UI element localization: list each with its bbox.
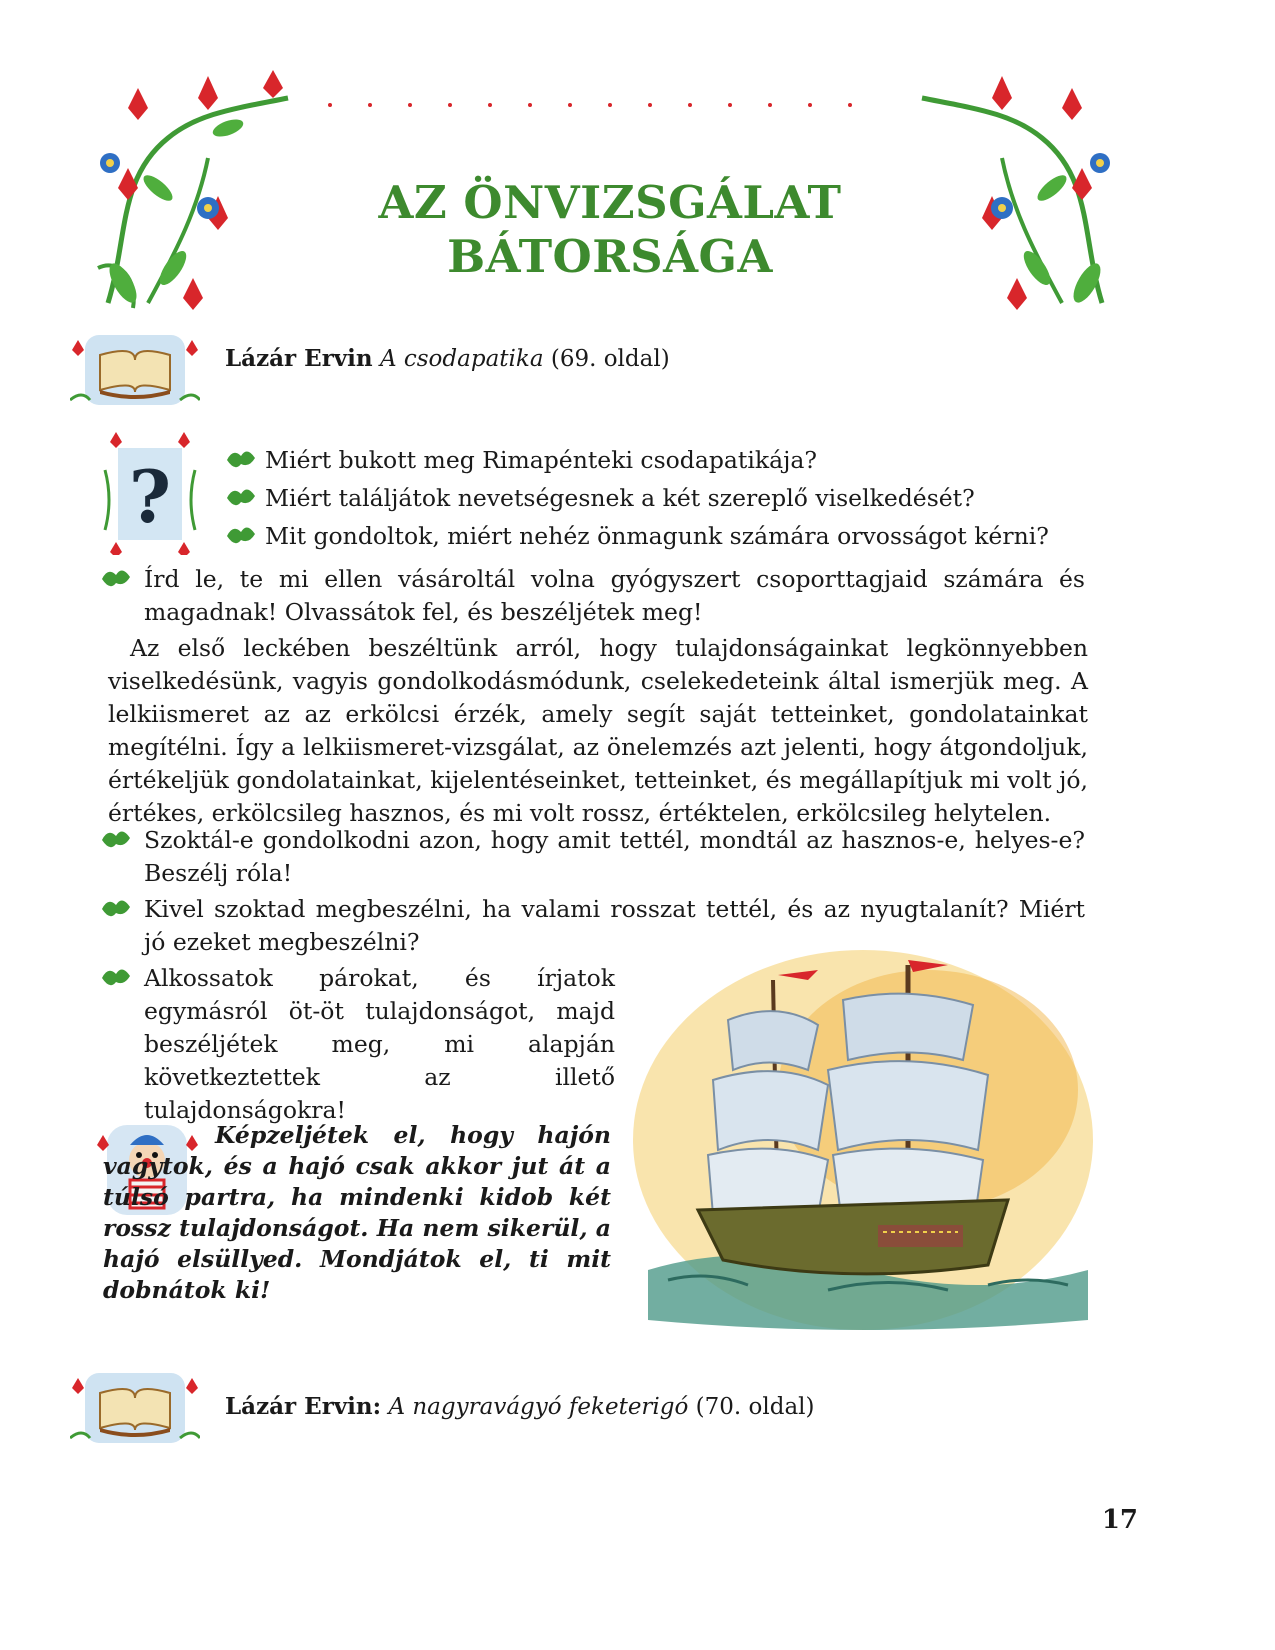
dotted-border-decoration (320, 95, 880, 115)
leaf-bullet-icon (225, 487, 259, 509)
page-title (300, 176, 920, 284)
task-3: Kivel szoktad megbeszélni, ha valami rosszat tettél, és az nyugtalanít? Miért jó ezeket megbeszélni? (100, 893, 1085, 959)
body-paragraph: Az első leckében beszéltünk arról, hogy tulajdonságainkat legkönnyebben viselkedésünk, vagyis gondolkodásmódunk, cselekedeteink által ismerjük meg. A lelkiismeret az az erkölcsi érzék, amely segít saját tetteinket, gondolatainkat megítélni. Így a lelkiismeret-vizsgálat, az önelemzés azt jelenti, hogy átgondoljuk, értékeljük gondolatainkat, kijelentéseinket, tetteinket, és megállapítjuk mi volt jó, értékes, erkölcsileg hasznos, és mi volt rossz, értéktelen, erkölcsileg helytelen. (108, 634, 1088, 827)
book-icon (70, 1368, 200, 1448)
reading-work: A nagyravágyó feketerigó (388, 1394, 689, 1420)
leaf-bullet-icon (100, 967, 134, 989)
leaf-bullet-icon (100, 568, 134, 590)
reading-author: Lázár Ervin: (225, 1393, 382, 1420)
book-icon (70, 330, 200, 410)
task-2: Szoktál-e gondolkodni azon, hogy amit tettél, mondtál az hasznos-e, helyes-e? Beszélj róla! (100, 824, 1085, 890)
leaf-bullet-icon (225, 449, 259, 471)
title-line-1: AZ ÖNVIZSGÁLAT (378, 176, 842, 229)
reading-author: Lázár Ervin (225, 345, 373, 372)
ship-illustration (628, 940, 1098, 1340)
reading-page: (70. oldal) (695, 1394, 815, 1420)
page-number: 17 (1101, 1505, 1138, 1535)
question-2: Miért találjátok nevetségesnek a két szereplő viselkedését? (225, 484, 975, 512)
game-text-wrap (103, 1120, 611, 1306)
task-4: Alkossatok párokat, és írjatok egymásról öt-öt tulajdonságot, majd beszéljétek meg, mi alapján következtettek az illető tulajdonságokra! (100, 962, 615, 1127)
task-1: Írd le, te mi ellen vásároltál volna gyógyszert csoporttagjaid számára és magadnak! Olvassátok fel, és beszéljétek meg! (100, 563, 1085, 629)
question-3: Mit gondoltok, miért nehéz önmagunk számára orvosságot kérni? (225, 522, 1049, 550)
svg-text:?: ? (128, 454, 172, 539)
reading-reference-1 (225, 345, 670, 372)
leaf-bullet-icon (225, 525, 259, 547)
game-text: Képzeljétek el, hogy hajón vagytok, és a hajó csak akkor jut át a túlsó partra, ha mindenki kidob két rossz tulajdonságot. Ha nem sikerül, a hajó elsüllyed. Mondjátok el, ti mit dobnátok ki! (103, 1121, 611, 1304)
reading-reference-2 (225, 1393, 815, 1420)
question-1: Miért bukott meg Rimapénteki csodapatikája? (225, 446, 817, 474)
reading-work: A csodapatika (379, 346, 544, 372)
question-mark-icon (100, 430, 200, 555)
reading-page: (69. oldal) (550, 346, 670, 372)
title-line-2: BÁTORSÁGA (447, 230, 773, 283)
leaf-bullet-icon (100, 898, 134, 920)
leaf-bullet-icon (100, 829, 134, 851)
